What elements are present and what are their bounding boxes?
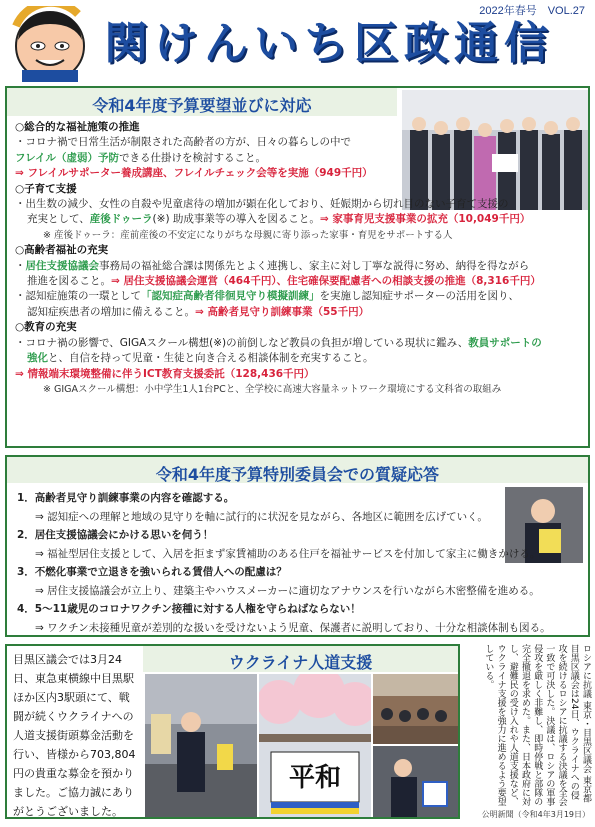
body-line — [15, 382, 542, 397]
body-line — [15, 151, 542, 166]
body-line — [15, 228, 542, 243]
body-line — [15, 367, 542, 382]
body-text-run: ⇒ 情報端末環境整備に伴うICT教育支援委託（128,436千円） — [15, 367, 315, 380]
body-line — [15, 320, 542, 335]
body-text-run: ⇒ フレイルサポーター養成講座、フレイルチェック会等を実施（949千円） — [15, 167, 373, 180]
fundraising-photo — [145, 674, 257, 817]
body-text-run: 強化 — [27, 352, 48, 365]
answer: ⇒ 居住支援協議会が立上り、建築主やハウスメーカーに適切なアナウンスを行いながら木密整備を進める。 — [35, 584, 540, 597]
body-text-run: フレイル（虚弱）予防 — [15, 151, 120, 164]
body-text-run: ・コロナ禍の影響で、GIGAスクール構想(※)の前倒しなど教員の負担が増している現状に鑑み、 — [15, 336, 469, 349]
peace-sign-photo — [259, 674, 371, 817]
section-title: ウクライナ人道支援 — [228, 653, 373, 672]
body-line — [15, 289, 542, 304]
body-text-run: ⇒ 居住支援協議会運営（464千円）、住宅確保要配慮者への相談支援の推進（8,316千円） — [111, 275, 541, 288]
question: 2．居住支援協議会にかける思いを伺う！ — [17, 529, 214, 541]
body-line — [15, 274, 542, 289]
body-line — [15, 197, 542, 212]
body-text-run: ※ GIGAスクール構想：小中学生1人1台PCと、全学校に高速大容量ネットワーク環境にする文科省の取組み — [43, 383, 502, 395]
body-text-run: ○高齢者福祉の充実 — [15, 244, 109, 257]
body-text-run: 推進を図ること。 — [27, 275, 111, 288]
newspaper-clipping — [462, 644, 592, 820]
body-text-run: できる仕掛けを検討すること。 — [119, 151, 267, 164]
body-line — [15, 182, 542, 197]
body-line — [15, 135, 542, 150]
section-title: 令和4年度予算要望並びに対応 — [92, 96, 312, 115]
body-text-run: と、自信を持って児童・生徒と向き合える相談体制を充実すること。 — [48, 352, 374, 365]
clipping-article: ロシアに抗議 東京・目黒区議会 東京都目黒区議会は24日、ウクライナへの侵攻を続けるロシアに抗議する決議を全会一致で可決した。決議は、ロシアの軍事侵攻を厳しく非難し、即時停戦と部隊の完全撤退を求めた。また、日本政府に対し、避難民の受け入れや人道支援など、ウクライナ支援を強力に進めるよう要望している。 — [483, 644, 591, 806]
question: 3．不燃化事業で立退きを強いられる賃借人への配慮は？ — [17, 566, 287, 578]
newsletter-title: 関けんいち区政通信 — [104, 18, 554, 69]
body-text-run: 居住支援協議会 — [25, 259, 99, 272]
body-text-run: 充実として、 — [27, 213, 90, 226]
body-text-run: 教員サポートの — [468, 336, 542, 349]
body-line — [15, 259, 542, 274]
answer: ⇒ 福祉型居住支援として、入居を拒まず家賃補助のある住戸を福祉サービスを付加して家主に働きかける。 — [35, 547, 541, 560]
council-chamber-photo — [373, 674, 458, 744]
body-text-run: (※) 助成事業等の導入を図ること。 — [152, 213, 320, 226]
donation-text-box — [7, 646, 143, 817]
body-text-run: 認知症疾患者の増加に備えること。 — [27, 305, 195, 318]
qa-list — [17, 489, 551, 637]
budget-request-body — [15, 120, 542, 397]
body-text-run: ・ — [15, 259, 26, 272]
peace-sign-text: 平和 — [288, 763, 342, 793]
body-text-run: ・認知症施策の一環として — [15, 290, 141, 303]
body-text-run: ※ 産後ドゥーラ：産前産後の不安定になりがちな母親に寄り添った家事・育児をサポートする人 — [43, 229, 453, 241]
body-text-run: を実施し認知症サポーターの活用を図り、 — [319, 290, 519, 303]
body-text-run: ⇒ 高齢者見守り訓練事業（55千円） — [195, 305, 370, 318]
body-text-run: ・出生数の減少、女性の自殺や児童虐待の増加が顕在化しており、妊娠期から切れ目のない子育て支援の — [15, 198, 509, 211]
answer: ⇒ ワクチン未接種児童が差別的な扱いを受けないよう児童、保護者に説明しており、十分な相談体制も図る。 — [35, 621, 551, 634]
body-line — [15, 243, 542, 258]
mascot-logo — [8, 6, 92, 82]
question: 4．5〜11歳児のコロナワクチン接種に対する人権を守らねばならない！ — [17, 603, 361, 615]
body-text-run: 「認知症高齢者徘徊見守り模擬訓練」 — [141, 290, 320, 303]
body-text-run: ⇒ 家事育児支援事業の拡充（10,049千円） — [319, 213, 531, 226]
body-text-run: ○総合的な福祉施策の推進 — [15, 121, 140, 133]
body-text-run: ○教育の充実 — [15, 321, 77, 334]
body-text-run: 産後ドゥーラ — [89, 213, 153, 226]
issue-label: 2022年春号 VOL.27 — [479, 5, 585, 17]
body-line — [15, 305, 542, 320]
body-text-run: 事務局の福祉総合課は関係先とよく連携し、家主に対し丁寧な説得に努め、納得を得ながら — [99, 259, 530, 272]
clipping-source: 公明新聞（令和4年3月19日） — [481, 810, 590, 819]
budget-request-section — [5, 86, 590, 448]
question: 1．高齢者見守り訓練事業の内容を確認する。 — [17, 492, 235, 504]
answer: ⇒ 認知症への理解と地域の見守りを軸に試行的に状況を見ながら、各地区に範囲を広げていく。 — [35, 510, 488, 523]
body-line — [15, 351, 542, 366]
body-line — [15, 336, 542, 351]
donation-box-photo — [373, 746, 458, 817]
donation-report: 目黒区議会では3月24日、東急東横線中目黒駅ほか区内3駅頭にて、戦闘が続くウクライナへの人道支援街頭募金活動を行い、皆様から703,804円の貴重な募金を預かりました。ご協力誠にありがとうございました。 — [13, 653, 136, 817]
body-line — [15, 212, 542, 227]
section-title: 令和4年度予算特別委員会での質疑応答 — [155, 465, 440, 484]
budget-committee-section — [5, 455, 590, 637]
body-text-run: ○子育て支援 — [15, 182, 77, 195]
ukraine-support-section — [5, 644, 460, 819]
page-header — [0, 0, 595, 84]
body-line — [15, 120, 542, 135]
body-text-run: ・コロナ禍で日常生活が制限された高齢者の方が、日々の暮らしの中で — [15, 136, 351, 149]
body-line — [15, 166, 542, 181]
